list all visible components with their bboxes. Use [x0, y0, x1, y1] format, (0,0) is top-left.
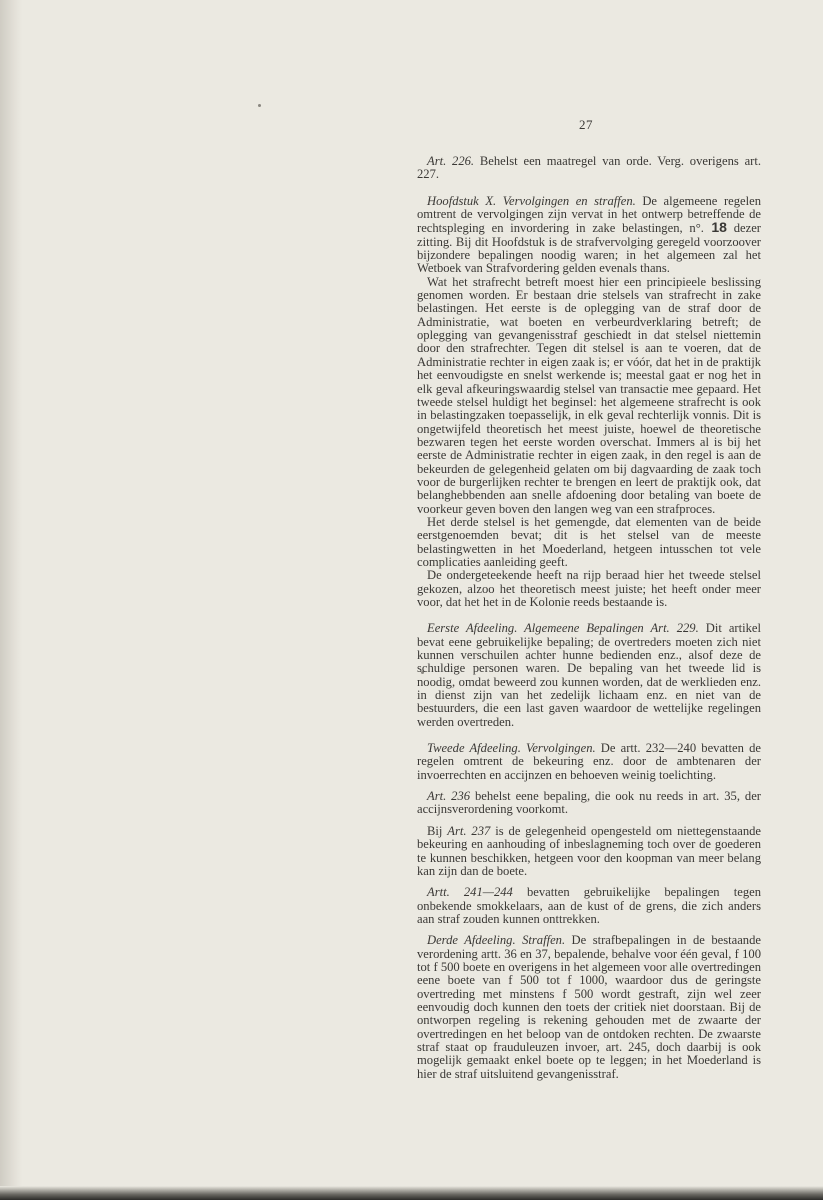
- paragraph-artt-241-244: [417, 886, 761, 926]
- paragraph-art-226: [417, 155, 761, 182]
- paragraph-lead: Bij: [427, 823, 448, 838]
- paragraph-text: is de gelegenheid opengesteld om niettegenstaande bekeuring en aanhouding of inbeslagneming toch over de goederen te kunnen beschikken, hetgeen voor den koopman van meer belang kan zijn dan de boete.: [417, 823, 761, 878]
- article-heading: Art. 237: [447, 823, 491, 838]
- paragraph-text: De strafbepalingen in de bestaande verordening artt. 36 en 37, bepalende, behalve voor één geval, f 100 tot f 500 boete en overigens in het algemeen voor alle overtredingen eene boete van f 500 tot f 1000, waardoor dus de geringste overtreding met minstens f 500 wordt gestraft, zijn wel zeer eenvoudig doch kunnen den toets der critiek niet doorstaan. Bij de ontworpen regeling is rekening gehouden met de zwaarte der overtredingen en het beloop van de ontdoken rechten. De zwaarste straf staat op frauduleuzen invoer, art. 245, doch daarbij is ook mogelijk gemaakt enkel boete op te leggen; in het Moederland is hier de straf uitsluitend gevangenisstraf.: [417, 933, 761, 1081]
- paragraph-text: behelst eene bepaling, die ook nu reeds in art. 35, der accijnsverordening voorkomt.: [417, 789, 762, 817]
- paragraph-text-continued: dezer zitting. Bij dit Hoofdstuk is de strafvervolging geregeld voorzoover bijzondere bepalingen noodig waren; in het algemeen zal het Wetboek van Strafvordering gelden evenals thans.: [417, 221, 761, 276]
- paragraph-text: De ondergeteekende heeft na rijp beraad hier het tweede stelsel gekozen, alzoo het theoretisch meest juiste; het heeft onder meer voor, dat het het in de Kolonie reeds bestaande is.: [417, 568, 761, 609]
- chapter-heading: Hoofdstuk X. Vervolgingen en straffen.: [427, 193, 636, 208]
- paragraph-hoofdstuk-x: [417, 195, 761, 276]
- section-heading: Tweede Afdeeling. Vervolgingen.: [427, 741, 596, 756]
- page-edge-shadow: [0, 0, 22, 1200]
- section-heading: Derde Afdeeling. Straffen.: [427, 933, 566, 948]
- paragraph-derde-afdeeling: [417, 934, 761, 1081]
- paragraph-text: bevatten gebruikelijke bepalingen tegen onbekende smokkelaars, aan de kust of de grens, die zich anders aan straf zouden kunnen onttrekken.: [417, 885, 762, 926]
- paper-speck: [258, 104, 261, 107]
- paragraph-tweede-afdeeling: [417, 742, 761, 782]
- page-bottom-edge: [0, 1186, 823, 1200]
- article-heading: Artt. 241—244: [427, 885, 513, 900]
- page-number: 27: [579, 117, 593, 132]
- paragraph-text: Wat het strafrecht betreft moest hier een principieele beslissing genomen worden. Er bestaan drie stelsels van strafrecht in zake belastingen. Het eerste is de oplegging van de straf door de Administratie, wat boeten en verbeurdverklaring betreft; de oplegging van gevangenisstraf geschiedt in dat stelsel niettemin door den strafrechter. Tegen dit stelsel is aan te voeren, dat de Administratie rechter in eigen zaak is; er vóór, dat het in de praktijk het eenvoudigste en snelst werkende is; meestal gaat er nog het in elk geval afkeuringswaardig stelsel van transactie mee gepaard. Het tweede stelsel huldigt het beginsel: het algemeene strafrecht is ook in belastingzaken toepasselijk, in elk geval rechterlijk vonnis. Dit is ongetwijfeld theoretisch het meest juiste, hoewel de theoretische bezwaren tegen het eerste worden overschat. Immers al is bij het eerste de Administratie rechter in eigen zaak, in den regel is aan de bekeurden de gelegenheid gelaten om bij dagvaarding de zaak toch voor de burgerlijken rechter te brengen en leert de praktijk ook, dat belanghebbenden aan snelle afdoening door betaling van boete de voorkeur geven boven den langen weg van een strafproces.: [417, 274, 761, 516]
- paragraph-eerste-afdeeling: [417, 622, 761, 729]
- paragraph-ondergeteekende: [417, 569, 761, 609]
- article-heading: Art. 236: [427, 789, 471, 804]
- paragraph-strafrecht: [417, 276, 761, 516]
- paragraph-text: De algemeene regelen omtrent de vervolgingen zijn vervat in het ontwerp betreffende de rechtspleging en invordering in zake belastingen, n°.: [417, 193, 762, 236]
- session-number: 18: [703, 219, 727, 236]
- paragraph-art-236: [417, 790, 761, 817]
- paragraph-text: Behelst een maatregel van orde. Verg. overigens art. 227.: [417, 154, 761, 182]
- paragraph-text: Het derde stelsel is het gemengde, dat elementen van de beide eerstgenoemden bevat; dit is het stelsel van de meeste belastingwetten in het Moederland, hetgeen intusschen tot vele complicaties aanleiding geeft.: [417, 514, 761, 569]
- paragraph-text: De artt. 232—240 bevatten de regelen omtrent de bekeuring enz. door de ambtenaren der invoerrechten en accijnzen en behoeven weinig toelichting.: [417, 741, 761, 782]
- article-heading: Art. 226.: [427, 154, 475, 168]
- paragraph-text: Dit artikel bevat eene gebruikelijke bepaling; de overtreders moeten zich niet kunnen verschuilen achter hunne bedienden enz., alsof deze de schuldige personen waren. De bepaling van het tweede lid is noodig, omdat beweerd zou kunnen worden, dat de werklieden enz. in dienst zijn van het zedelijk lichaam enz. en niet van de bestuurders, die een last gaven waardoor de wettelijke regelingen werden overtreden.: [417, 621, 761, 729]
- text-column: [417, 155, 761, 1081]
- section-heading: Eerste Afdeeling. Algemeene Bepalingen Art. 229.: [427, 621, 699, 636]
- paragraph-derde-stelsel: [417, 516, 761, 569]
- paragraph-art-237: [417, 825, 761, 878]
